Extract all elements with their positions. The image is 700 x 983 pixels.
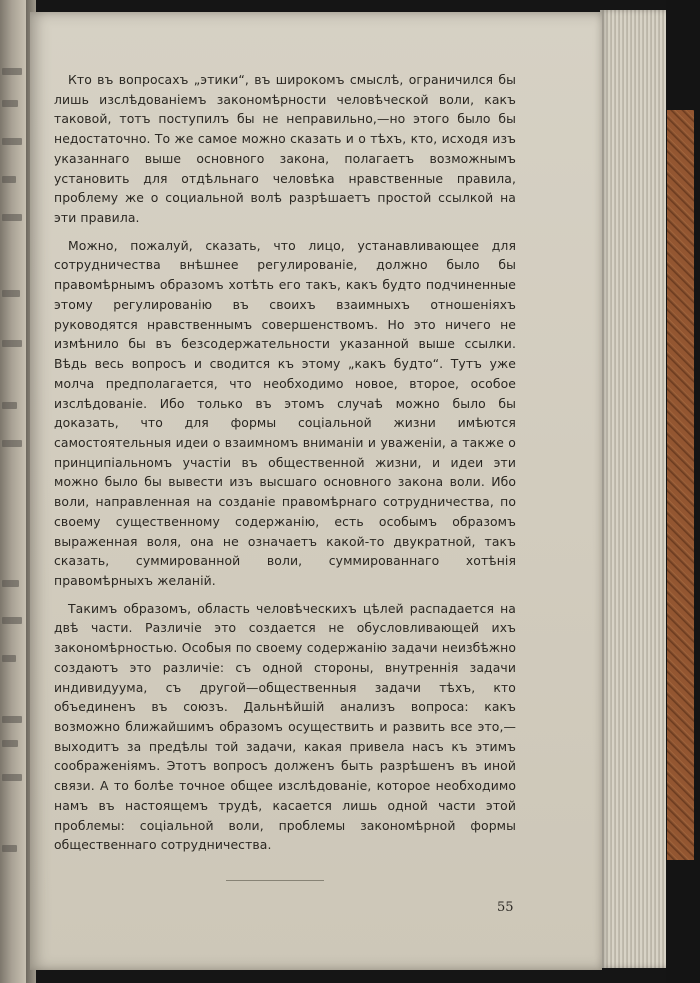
facing-page-text-fragment xyxy=(2,214,22,221)
facing-page-text-fragment xyxy=(2,740,18,747)
page-text xyxy=(54,70,516,855)
facing-page-text-fragment xyxy=(2,716,22,723)
page-number: 55 xyxy=(497,900,514,915)
facing-page-text-fragment xyxy=(2,176,16,183)
paragraph: Такимъ образомъ, область человѣческихъ цѣлей распадается на двѣ части. Различіе это создается не обусловливающей ихъ закономѣрностью. Особыя по своему содержанію задачи неизбѣжно создаютъ это различіе: съ одной стороны, внутреннія задачи индивидуума, съ другой—общественныя задачи тѣхъ, кто объединенъ въ союзъ. Дальнѣйшій анализъ вопроса: какъ возможно ближайшимъ образомъ осуществить и развить все это,—выходитъ за предѣлы той задачи, какая привела насъ къ этимъ соображеніямъ. Этотъ вопросъ долженъ быть разрѣшенъ въ иной связи. А то болѣе точное общее изслѣдованіе, которое необходимо намъ въ настоящемъ трудѣ, касается лишь одной части этой проблемы: соціальной воли, проблемы закономѣрной формы общественнаго сотрудничества. xyxy=(54,600,516,853)
cover-marbled-texture xyxy=(667,110,694,860)
facing-page-text-fragment xyxy=(2,774,22,781)
facing-page-text-fragment xyxy=(2,580,19,587)
end-rule xyxy=(226,880,324,881)
paragraph: Можно, пожалуй, сказать, что лицо, устанавливающее для сотрудничества внѣшнее регулированіе, должно было бы правомѣрнымъ образомъ хотѣть его такъ, какъ будто подчиненные этому регулированію въ своихъ взаимныхъ отношеніяхъ руководятся нравственнымъ совершенствомъ. Но это ничего не измѣнило бы въ безсодержательности указанной выше ссылки. Вѣдь весь вопросъ и сводится къ этому „какъ будто“. Тутъ уже молча предполагается, что необходимо новое, второе, особое изслѣдованіе. Ибо только въ этомъ случаѣ можно было бы доказать, что для формы соціальной жизни имѣются самостоятельныя идеи о взаимномъ вниманіи и уваженіи, а также о принципіальномъ участіи въ общественной жизни, и идеи эти можно было бы вывести изъ высшаго основного закона воли. Ибо воли, направленная на созданіе правомѣрнаго сотрудничества, по своему существенному содержанію, есть особымъ образомъ выраженная воля, она не означаетъ какой-то двукратной, такъ сказать, суммированной воли, суммированнаго хотѣнія правомѣрныхъ желаній. xyxy=(54,237,516,588)
facing-page-text-fragment xyxy=(2,440,22,447)
facing-page-text-fragment xyxy=(2,402,17,409)
facing-page-text-fragment xyxy=(2,340,22,347)
facing-page-text-fragment xyxy=(2,138,22,145)
facing-page-text-fragment xyxy=(2,617,22,624)
facing-page-text-fragment xyxy=(2,845,17,852)
facing-page-text-fragment xyxy=(2,68,22,75)
facing-page-edge xyxy=(0,0,26,983)
facing-page-text-fragment xyxy=(2,655,16,662)
paragraph: Кто въ вопросахъ „этики“, въ широкомъ смыслѣ, ограничился бы лишь изслѣдованіемъ закономѣрности человѣческой воли, какъ таковой, тотъ поступилъ бы не неправильно,—но этого было бы недостаточно. То же самое можно сказать и о тѣхъ, кто, исходя изъ указаннаго выше основного закона, полагаетъ возможнымъ установить для отдѣльнаго человѣка нравственные правила, проблему же о социальной волѣ разрѣшаетъ простой ссылкой на эти правила. xyxy=(54,72,516,226)
page-block-edges xyxy=(600,10,668,968)
facing-page-text-fragment xyxy=(2,290,20,297)
facing-page-text-fragment xyxy=(2,100,18,107)
